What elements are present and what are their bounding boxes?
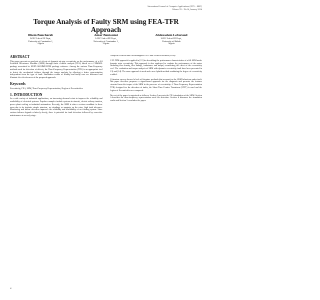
abstract-heading: ABSTRACT — [10, 55, 30, 59]
author-country: Algeria — [102, 43, 110, 46]
keywords-text: Eccentricity, FEA, SRM, Time-Frequency Representation, Region of Eccentricities — [10, 87, 83, 90]
introduction-paragraph: In a wide variety of industrial applications, an increasing demand exists to improve the reliability and availability of electrical systems. Popular examples include systems in aircraft, electric railway traction, power plant cooling or industrial automation. Recently, the SRM is often a serious candidate in these areas due to its intrinsic simple structure, no windings or magnets on the rotor, high fault tolerance. Monitoring and failure detection improves the reliability and availability of an existing system. Since various failures degrade relatively slowly, there is potential for fault detection followed by corrective maintenance at an early stage. — [10, 98, 103, 117]
keywords-heading: Keywords — [10, 82, 26, 87]
author-block — [10, 33, 202, 51]
author-affiliation-line-2: University of Constantine 1, — [28, 40, 54, 43]
author-affiliation-line-1: LGEC Lab of EE Dept., — [95, 38, 117, 40]
author-card-2 — [75, 33, 136, 51]
journal-header — [106, 6, 202, 12]
right-paragraph-2: A 2D FEM approach is applied in [12] for describing the performance characteristics of a 6/4 SRM under dynamic rotor eccentricity. This approach is also employed to evaluate the performance of the motor (including flux density, flux linkage, inductance and torque) considering the effect of the eccentricity level. The evaluation and torque analysis of SRM with dynamic eccentricity fault have been presented in [13] and [14]. The same approach is used and a new hybrid method combining the degree of eccentricity is added. — [109, 59, 202, 76]
introduction-heading: 1. INTRODUCTION — [10, 92, 43, 97]
right-paragraph-4: The rest of the paper is organized as follows: Section 2 presents the FEA simulation of the SRM. Section 3 describes the time-frequency representation used for detection. Section 4 discusses the simulation results and Section 5 concludes the paper. — [109, 94, 202, 103]
right-paragraph-1: a coupled electrical and electromagnetic 2D Finite Element Method (FEM). — [109, 55, 176, 57]
author-card-1 — [10, 33, 71, 51]
page-number: 40 — [10, 289, 12, 290]
author-name-3: Abdesselem Lebaroud — [155, 33, 188, 37]
author-affiliation-line-1: LGEC Lab of EE Dept., — [160, 38, 182, 40]
two-column-body — [10, 55, 202, 291]
left-column — [10, 55, 103, 291]
author-affiliation-line-2: University of Skikda — [162, 40, 181, 43]
author-card-3 — [141, 33, 202, 51]
journal-name-line: International Journal of Computer Applications (0975 – 8887) — [147, 6, 202, 8]
author-country: Algeria — [37, 43, 44, 46]
paper-title: Torque Analysis of Faulty SRM using FEA-TFR Approach — [33, 18, 179, 34]
right-paragraph-3: A literature survey showed a lack of literature methods that account for the SRM behaviour under fault. This paper therefore proposes a signal-based approach for the diagnosis and presents the features extracted from the torque of the SRM in the presence of eccentricity. A Time-Frequency Representation (TFR) designed for the detection of faults, the Short Time Fourier Transform (STFT) is used and the Region of Eccentricities are compared. — [109, 78, 202, 92]
author-country: Algeria — [168, 43, 175, 46]
right-column — [110, 55, 203, 291]
author-affiliation-line-1: LGEC Lab of EE Dept., — [30, 38, 52, 40]
journal-issue-line: Volume 93 – No.14, January 2014 — [172, 8, 202, 11]
author-affiliation-line-2: University of Constantine 1, — [93, 40, 119, 43]
author-name-1: Ilhem Bouchareb — [28, 33, 54, 37]
abstract-paragraph: This paper presents an analysis of effects of dynamic air-gap eccentricity on the performance of a 6/4 Switched Reluctance Machine (SRM) through finite element analysis (FEA) based on a COMSOL package associated to MATLAB/SIMULINK package software. Among the various Time-Frequency methods used for detection of defects, the Time-Frequency Representation (TFR) is an appropriate tool to detect the mechanical failures through the torque analysis by allowing a better representation independent from the type of fault. Simulation results of healthy and faulty case are discussed and illustrate the effectiveness of the proposed approach. — [10, 60, 103, 80]
author-name-2: Amar Bentounsi — [94, 33, 118, 37]
